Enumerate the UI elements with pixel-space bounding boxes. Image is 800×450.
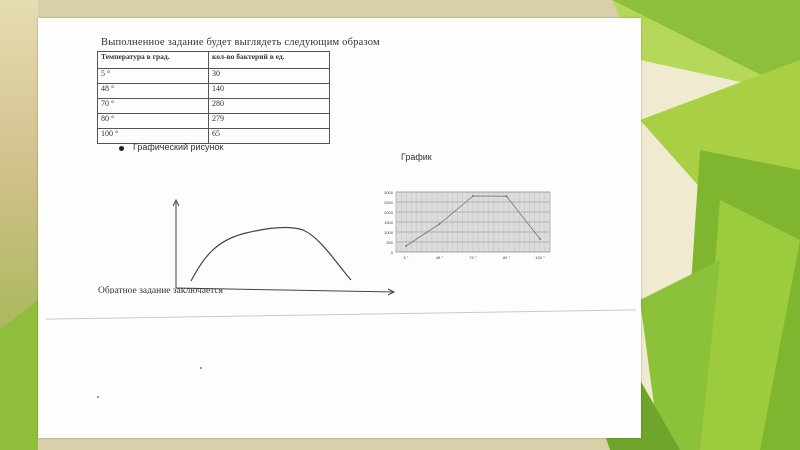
table-cell: 80 °: [98, 114, 209, 129]
table-header-cell: Температура в град.: [98, 52, 209, 69]
bullet-icon: [119, 146, 124, 151]
chart-y-tick-label: 2500: [384, 200, 393, 205]
chart-x-tick-label: 5 °: [403, 255, 409, 260]
table-cell: 70 °: [98, 99, 209, 114]
chart-point: [472, 195, 474, 197]
table-cell: 5 °: [98, 69, 209, 84]
graph-title: График: [401, 152, 432, 162]
table-row: [98, 84, 330, 99]
scan-speck: [97, 396, 99, 398]
table-cell: 48 °: [98, 84, 209, 99]
table-cell: 30: [209, 69, 330, 84]
page-fold-line: [46, 309, 636, 319]
chart-y-tick-label: 1000: [384, 230, 393, 235]
page-heading: Выполненное задание будет выглядеть следующим образом: [101, 37, 380, 48]
chart-y-tick-label: 1500: [384, 220, 393, 225]
chart-point: [405, 245, 407, 247]
table-cell: 140: [209, 84, 330, 99]
chart-point: [539, 238, 541, 240]
scan-speck: [200, 367, 202, 369]
chart-y-tick-label: 0: [390, 250, 393, 255]
mini-line-chart: [352, 172, 552, 262]
table-row: [98, 99, 330, 114]
chart-x-tick-label: 70 °: [469, 255, 477, 260]
chart-y-tick-label: 2000: [384, 210, 393, 215]
chart-point: [439, 223, 441, 225]
table-row: [98, 69, 330, 84]
chart-y-tick-label: 3000: [384, 190, 393, 195]
bottom-cut-off-text: Обратное задание заключается: [98, 286, 224, 294]
sketch-curve: [191, 228, 351, 281]
chart-point: [506, 195, 508, 197]
table-cell: 279: [209, 114, 330, 129]
chart-y-tick-labels: [384, 190, 394, 255]
chart-y-tick-label: 500: [386, 240, 393, 245]
temperature-bacteria-table: [97, 51, 330, 144]
table-header-cell: кол-во бактерий в ед.: [209, 52, 330, 69]
table-cell: 280: [209, 99, 330, 114]
table-cell: 65: [209, 129, 330, 144]
chart-x-tick-label: 100 °: [535, 255, 545, 260]
chart-x-tick-labels: [404, 255, 546, 260]
table-row: [98, 114, 330, 129]
bullet-label: Графический рисунок: [133, 142, 224, 152]
chart-x-tick-label: 80 °: [502, 255, 511, 260]
table-cell: 100 °: [98, 129, 209, 144]
chart-x-tick-label: 48 °: [435, 255, 444, 260]
table-header-row: [98, 52, 330, 69]
